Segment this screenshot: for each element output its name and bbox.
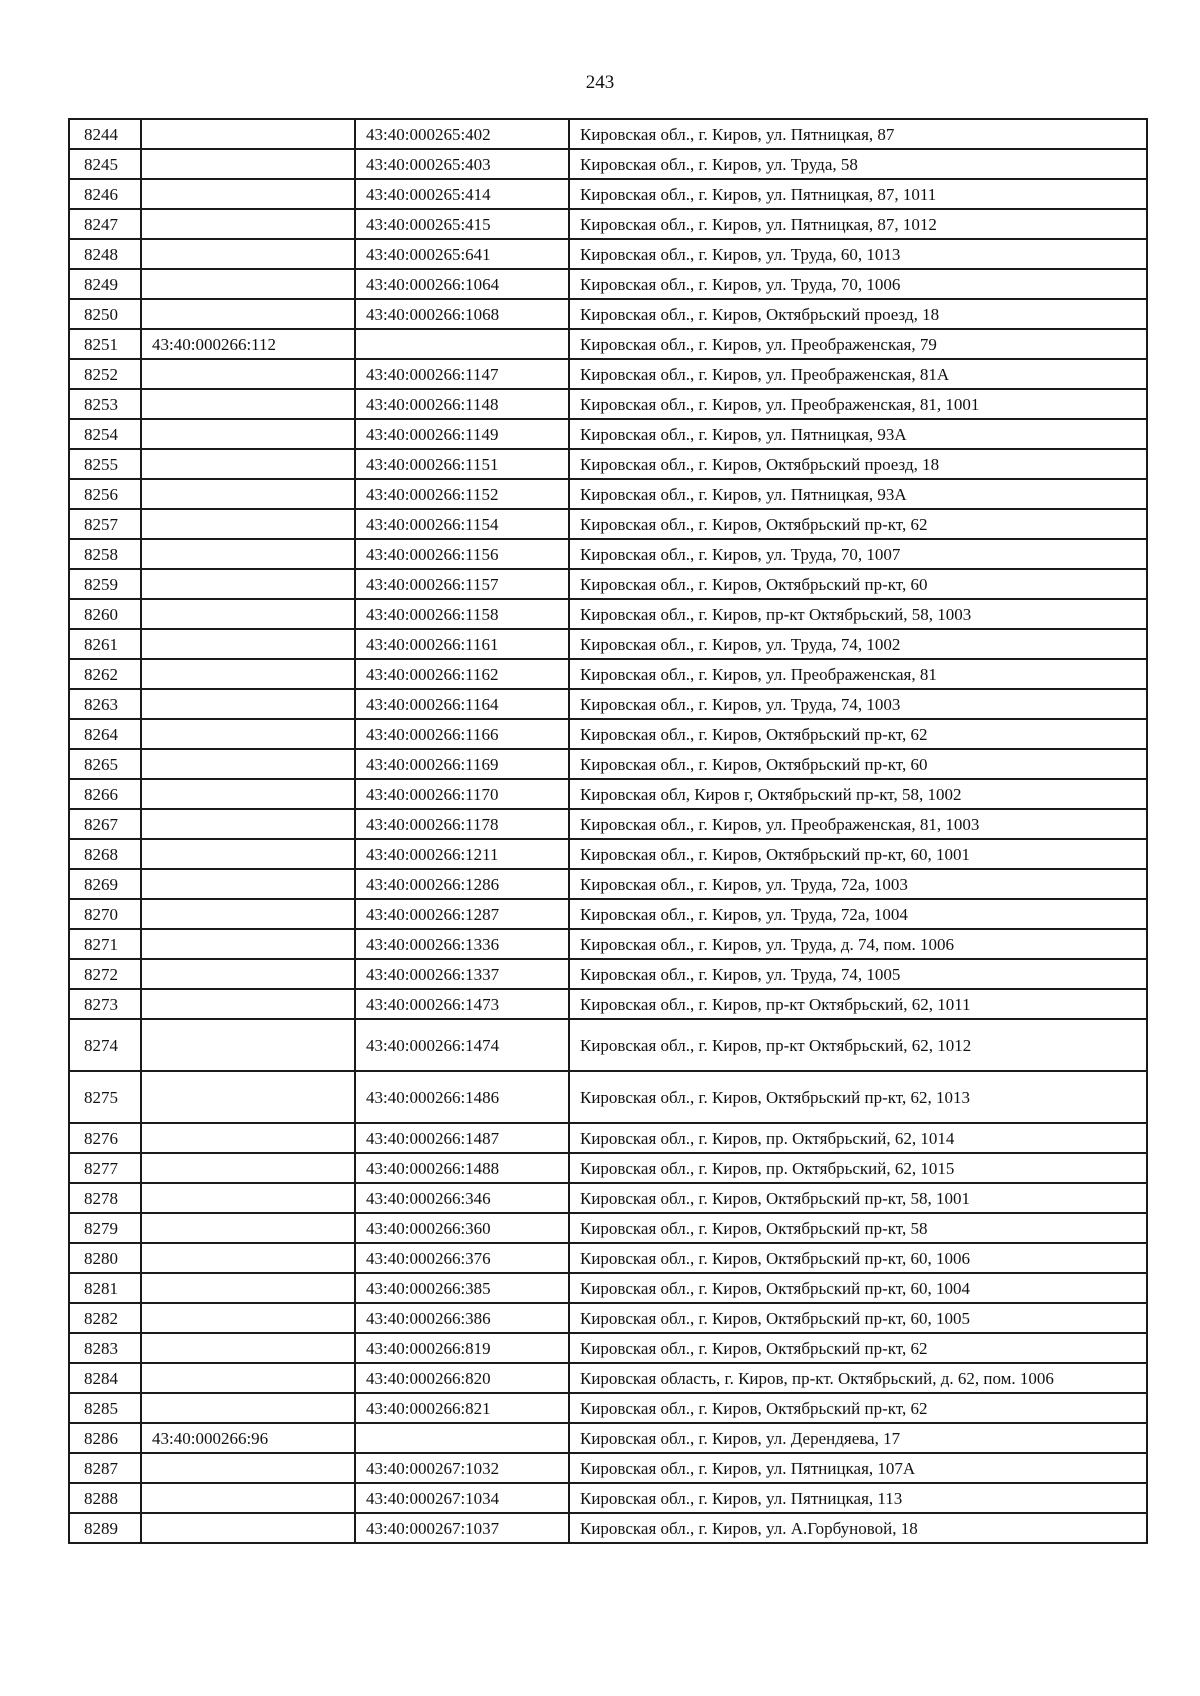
parcel-cadastral-cell: [141, 239, 355, 269]
table-row: [69, 1243, 1147, 1273]
object-cadastral-cell: 43:40:000266:1287: [355, 899, 569, 929]
table-row: [69, 629, 1147, 659]
row-number-cell: 8284: [69, 1363, 141, 1393]
table-row: [69, 599, 1147, 629]
table-row: [69, 179, 1147, 209]
address-cell: Кировская обл., г. Киров, Октябрьский пр-кт, 58: [569, 1213, 1147, 1243]
address-cell: Кировская обл., г. Киров, ул. Труда, 70, 1006: [569, 269, 1147, 299]
address-cell: Кировская обл., г. Киров, ул. Пятницкая, 87: [569, 119, 1147, 149]
table-row: [69, 1071, 1147, 1123]
address-cell: Кировская обл., г. Киров, пр-кт Октябрьский, 62, 1011: [569, 989, 1147, 1019]
object-cadastral-cell: 43:40:000266:1162: [355, 659, 569, 689]
row-number-cell: 8257: [69, 509, 141, 539]
address-cell: Кировская обл., г. Киров, ул. Труда, 60, 1013: [569, 239, 1147, 269]
table-row: [69, 269, 1147, 299]
registry-table: [68, 118, 1148, 1544]
row-number-cell: 8268: [69, 839, 141, 869]
address-cell: Кировская обл., г. Киров, ул. Пятницкая, 107А: [569, 1453, 1147, 1483]
address-cell: Кировская обл., г. Киров, Октябрьский пр-кт, 60: [569, 569, 1147, 599]
row-number-cell: 8275: [69, 1071, 141, 1123]
object-cadastral-cell: 43:40:000266:1151: [355, 449, 569, 479]
object-cadastral-cell: 43:40:000267:1037: [355, 1513, 569, 1543]
parcel-cadastral-cell: [141, 1363, 355, 1393]
table-row: [69, 419, 1147, 449]
row-number-cell: 8270: [69, 899, 141, 929]
parcel-cadastral-cell: [141, 509, 355, 539]
parcel-cadastral-cell: [141, 359, 355, 389]
table-row: [69, 569, 1147, 599]
table-row: [69, 509, 1147, 539]
table-row: [69, 959, 1147, 989]
object-cadastral-cell: 43:40:000266:1166: [355, 719, 569, 749]
address-cell: Кировская обл., г. Киров, ул. Дерендяева, 17: [569, 1423, 1147, 1453]
object-cadastral-cell: 43:40:000266:1336: [355, 929, 569, 959]
address-cell: Кировская обл., г. Киров, Октябрьский пр-кт, 60, 1006: [569, 1243, 1147, 1273]
address-cell: Кировская обл., г. Киров, ул. Труда, д. 74, пом. 1006: [569, 929, 1147, 959]
table-row: [69, 1273, 1147, 1303]
object-cadastral-cell: 43:40:000265:402: [355, 119, 569, 149]
address-cell: Кировская обл., г. Киров, Октябрьский проезд, 18: [569, 299, 1147, 329]
table-row: [69, 359, 1147, 389]
parcel-cadastral-cell: [141, 1453, 355, 1483]
parcel-cadastral-cell: [141, 659, 355, 689]
row-number-cell: 8258: [69, 539, 141, 569]
address-cell: Кировская обл., г. Киров, ул. Пятницкая, 93А: [569, 419, 1147, 449]
parcel-cadastral-cell: [141, 839, 355, 869]
object-cadastral-cell: 43:40:000266:1149: [355, 419, 569, 449]
row-number-cell: 8251: [69, 329, 141, 359]
address-cell: Кировская обл., г. Киров, Октябрьский проезд, 18: [569, 449, 1147, 479]
parcel-cadastral-cell: [141, 179, 355, 209]
row-number-cell: 8272: [69, 959, 141, 989]
page-number: 243: [585, 72, 615, 93]
parcel-cadastral-cell: [141, 119, 355, 149]
parcel-cadastral-cell: [141, 269, 355, 299]
address-cell: Кировская обл., г. Киров, ул. Преображенская, 81: [569, 659, 1147, 689]
address-cell: Кировская обл., г. Киров, Октябрьский пр-кт, 62, 1013: [569, 1071, 1147, 1123]
object-cadastral-cell: 43:40:000266:1178: [355, 809, 569, 839]
parcel-cadastral-cell: [141, 1183, 355, 1213]
row-number-cell: 8262: [69, 659, 141, 689]
row-number-cell: 8259: [69, 569, 141, 599]
address-cell: Кировская обл., г. Киров, ул. Преображенская, 81А: [569, 359, 1147, 389]
row-number-cell: 8286: [69, 1423, 141, 1453]
table-row: [69, 539, 1147, 569]
address-cell: Кировская обл., г. Киров, ул. Пятницкая, 87, 1011: [569, 179, 1147, 209]
table-row: [69, 1019, 1147, 1071]
parcel-cadastral-cell: [141, 989, 355, 1019]
row-number-cell: 8283: [69, 1333, 141, 1363]
table-row: [69, 449, 1147, 479]
table-row: [69, 149, 1147, 179]
address-cell: Кировская обл., г. Киров, ул. Труда, 70, 1007: [569, 539, 1147, 569]
parcel-cadastral-cell: [141, 1483, 355, 1513]
row-number-cell: 8252: [69, 359, 141, 389]
table-row: [69, 239, 1147, 269]
parcel-cadastral-cell: 43:40:000266:96: [141, 1423, 355, 1453]
address-cell: Кировская обл., г. Киров, ул. Труда, 74, 1003: [569, 689, 1147, 719]
table-row: [69, 659, 1147, 689]
row-number-cell: 8261: [69, 629, 141, 659]
address-cell: Кировская обл., г. Киров, пр. Октябрьский, 62, 1014: [569, 1123, 1147, 1153]
object-cadastral-cell: 43:40:000266:820: [355, 1363, 569, 1393]
parcel-cadastral-cell: [141, 689, 355, 719]
parcel-cadastral-cell: [141, 389, 355, 419]
table-row: [69, 1363, 1147, 1393]
parcel-cadastral-cell: [141, 539, 355, 569]
row-number-cell: 8253: [69, 389, 141, 419]
object-cadastral-cell: 43:40:000265:403: [355, 149, 569, 179]
address-cell: Кировская обл., г. Киров, ул. А.Горбуновой, 18: [569, 1513, 1147, 1543]
row-number-cell: 8271: [69, 929, 141, 959]
object-cadastral-cell: 43:40:000266:1154: [355, 509, 569, 539]
address-cell: Кировская обл., г. Киров, ул. Труда, 72а, 1003: [569, 869, 1147, 899]
object-cadastral-cell: 43:40:000266:1152: [355, 479, 569, 509]
parcel-cadastral-cell: [141, 1333, 355, 1363]
object-cadastral-cell: 43:40:000266:376: [355, 1243, 569, 1273]
address-cell: Кировская обл., г. Киров, ул. Пятницкая, 87, 1012: [569, 209, 1147, 239]
address-cell: Кировская обл., г. Киров, ул. Преображенская, 79: [569, 329, 1147, 359]
row-number-cell: 8263: [69, 689, 141, 719]
row-number-cell: 8255: [69, 449, 141, 479]
object-cadastral-cell: 43:40:000266:1473: [355, 989, 569, 1019]
table-row: [69, 1123, 1147, 1153]
parcel-cadastral-cell: [141, 1303, 355, 1333]
address-cell: Кировская обл., г. Киров, ул. Труда, 58: [569, 149, 1147, 179]
parcel-cadastral-cell: [141, 929, 355, 959]
row-number-cell: 8250: [69, 299, 141, 329]
object-cadastral-cell: 43:40:000266:1337: [355, 959, 569, 989]
object-cadastral-cell: [355, 329, 569, 359]
object-cadastral-cell: 43:40:000265:641: [355, 239, 569, 269]
row-number-cell: 8247: [69, 209, 141, 239]
parcel-cadastral-cell: [141, 479, 355, 509]
table-row: [69, 689, 1147, 719]
parcel-cadastral-cell: [141, 959, 355, 989]
row-number-cell: 8244: [69, 119, 141, 149]
address-cell: Кировская обл., г. Киров, Октябрьский пр-кт, 60, 1001: [569, 839, 1147, 869]
parcel-cadastral-cell: [141, 1123, 355, 1153]
parcel-cadastral-cell: [141, 1243, 355, 1273]
row-number-cell: 8267: [69, 809, 141, 839]
parcel-cadastral-cell: [141, 209, 355, 239]
object-cadastral-cell: 43:40:000266:1487: [355, 1123, 569, 1153]
row-number-cell: 8260: [69, 599, 141, 629]
object-cadastral-cell: 43:40:000266:1158: [355, 599, 569, 629]
object-cadastral-cell: 43:40:000266:1064: [355, 269, 569, 299]
table-row: [69, 119, 1147, 149]
address-cell: Кировская обл., г. Киров, пр-кт Октябрьский, 62, 1012: [569, 1019, 1147, 1071]
table-row: [69, 1183, 1147, 1213]
table-row: [69, 989, 1147, 1019]
row-number-cell: 8274: [69, 1019, 141, 1071]
table-row: [69, 899, 1147, 929]
parcel-cadastral-cell: [141, 719, 355, 749]
object-cadastral-cell: 43:40:000266:1169: [355, 749, 569, 779]
object-cadastral-cell: 43:40:000266:1170: [355, 779, 569, 809]
object-cadastral-cell: 43:40:000266:1486: [355, 1071, 569, 1123]
row-number-cell: 8245: [69, 149, 141, 179]
parcel-cadastral-cell: [141, 869, 355, 899]
row-number-cell: 8256: [69, 479, 141, 509]
address-cell: Кировская обл., г. Киров, Октябрьский пр-кт, 62: [569, 1333, 1147, 1363]
row-number-cell: 8278: [69, 1183, 141, 1213]
parcel-cadastral-cell: [141, 449, 355, 479]
table-row: [69, 929, 1147, 959]
parcel-cadastral-cell: [141, 749, 355, 779]
table-row: [69, 1303, 1147, 1333]
address-cell: Кировская обл., г. Киров, ул. Пятницкая, 93А: [569, 479, 1147, 509]
parcel-cadastral-cell: [141, 1213, 355, 1243]
object-cadastral-cell: 43:40:000266:1211: [355, 839, 569, 869]
row-number-cell: 8289: [69, 1513, 141, 1543]
table-row: [69, 1153, 1147, 1183]
address-cell: Кировская обл., г. Киров, ул. Труда, 74, 1005: [569, 959, 1147, 989]
object-cadastral-cell: 43:40:000266:1488: [355, 1153, 569, 1183]
address-cell: Кировская обл., г. Киров, ул. Труда, 74, 1002: [569, 629, 1147, 659]
parcel-cadastral-cell: [141, 1071, 355, 1123]
parcel-cadastral-cell: [141, 809, 355, 839]
parcel-cadastral-cell: 43:40:000266:112: [141, 329, 355, 359]
row-number-cell: 8254: [69, 419, 141, 449]
object-cadastral-cell: 43:40:000267:1034: [355, 1483, 569, 1513]
parcel-cadastral-cell: [141, 149, 355, 179]
row-number-cell: 8276: [69, 1123, 141, 1153]
object-cadastral-cell: 43:40:000266:1157: [355, 569, 569, 599]
address-cell: Кировская обл., г. Киров, Октябрьский пр-кт, 58, 1001: [569, 1183, 1147, 1213]
object-cadastral-cell: 43:40:000266:360: [355, 1213, 569, 1243]
object-cadastral-cell: 43:40:000266:1068: [355, 299, 569, 329]
table-row: [69, 839, 1147, 869]
table-row: [69, 1393, 1147, 1423]
parcel-cadastral-cell: [141, 1393, 355, 1423]
object-cadastral-cell: 43:40:000266:346: [355, 1183, 569, 1213]
address-cell: Кировская обл., г. Киров, пр-кт Октябрьский, 58, 1003: [569, 599, 1147, 629]
object-cadastral-cell: 43:40:000266:1286: [355, 869, 569, 899]
parcel-cadastral-cell: [141, 299, 355, 329]
parcel-cadastral-cell: [141, 599, 355, 629]
row-number-cell: 8249: [69, 269, 141, 299]
row-number-cell: 8285: [69, 1393, 141, 1423]
table-row: [69, 329, 1147, 359]
address-cell: Кировская обл., г. Киров, Октябрьский пр-кт, 62: [569, 509, 1147, 539]
address-cell: Кировская обл., г. Киров, пр. Октябрьский, 62, 1015: [569, 1153, 1147, 1183]
address-cell: Кировская обл., г. Киров, ул. Пятницкая, 113: [569, 1483, 1147, 1513]
row-number-cell: 8248: [69, 239, 141, 269]
row-number-cell: 8287: [69, 1453, 141, 1483]
table-row: [69, 1513, 1147, 1543]
table-row: [69, 779, 1147, 809]
table-row: [69, 719, 1147, 749]
table-row: [69, 1213, 1147, 1243]
row-number-cell: 8288: [69, 1483, 141, 1513]
object-cadastral-cell: [355, 1423, 569, 1453]
parcel-cadastral-cell: [141, 1513, 355, 1543]
row-number-cell: 8269: [69, 869, 141, 899]
object-cadastral-cell: 43:40:000266:1156: [355, 539, 569, 569]
row-number-cell: 8266: [69, 779, 141, 809]
table-row: [69, 1483, 1147, 1513]
row-number-cell: 8282: [69, 1303, 141, 1333]
table-row: [69, 749, 1147, 779]
table-row: [69, 389, 1147, 419]
registry-table-body: [69, 119, 1147, 1543]
parcel-cadastral-cell: [141, 779, 355, 809]
object-cadastral-cell: 43:40:000265:415: [355, 209, 569, 239]
object-cadastral-cell: 43:40:000266:1474: [355, 1019, 569, 1071]
object-cadastral-cell: 43:40:000266:819: [355, 1333, 569, 1363]
object-cadastral-cell: 43:40:000266:1164: [355, 689, 569, 719]
address-cell: Кировская обл., г. Киров, Октябрьский пр-кт, 60, 1004: [569, 1273, 1147, 1303]
parcel-cadastral-cell: [141, 569, 355, 599]
table-row: [69, 479, 1147, 509]
object-cadastral-cell: 43:40:000267:1032: [355, 1453, 569, 1483]
address-cell: Кировская обл, Киров г, Октябрьский пр-кт, 58, 1002: [569, 779, 1147, 809]
object-cadastral-cell: 43:40:000266:385: [355, 1273, 569, 1303]
table-row: [69, 1333, 1147, 1363]
parcel-cadastral-cell: [141, 419, 355, 449]
row-number-cell: 8246: [69, 179, 141, 209]
object-cadastral-cell: 43:40:000266:1161: [355, 629, 569, 659]
table-row: [69, 809, 1147, 839]
object-cadastral-cell: 43:40:000266:1148: [355, 389, 569, 419]
row-number-cell: 8264: [69, 719, 141, 749]
object-cadastral-cell: 43:40:000266:1147: [355, 359, 569, 389]
address-cell: Кировская обл., г. Киров, Октябрьский пр-кт, 60, 1005: [569, 1303, 1147, 1333]
object-cadastral-cell: 43:40:000265:414: [355, 179, 569, 209]
address-cell: Кировская обл., г. Киров, ул. Труда, 72а, 1004: [569, 899, 1147, 929]
table-row: [69, 209, 1147, 239]
address-cell: Кировская обл., г. Киров, ул. Преображенская, 81, 1001: [569, 389, 1147, 419]
address-cell: Кировская обл., г. Киров, ул. Преображенская, 81, 1003: [569, 809, 1147, 839]
row-number-cell: 8273: [69, 989, 141, 1019]
row-number-cell: 8280: [69, 1243, 141, 1273]
parcel-cadastral-cell: [141, 1273, 355, 1303]
row-number-cell: 8277: [69, 1153, 141, 1183]
row-number-cell: 8279: [69, 1213, 141, 1243]
parcel-cadastral-cell: [141, 1019, 355, 1071]
row-number-cell: 8265: [69, 749, 141, 779]
address-cell: Кировская обл., г. Киров, Октябрьский пр-кт, 62: [569, 719, 1147, 749]
object-cadastral-cell: 43:40:000266:821: [355, 1393, 569, 1423]
address-cell: Кировская область, г. Киров, пр-кт. Октябрьский, д. 62, пом. 1006: [569, 1363, 1147, 1393]
parcel-cadastral-cell: [141, 1153, 355, 1183]
address-cell: Кировская обл., г. Киров, Октябрьский пр-кт, 62: [569, 1393, 1147, 1423]
parcel-cadastral-cell: [141, 899, 355, 929]
address-cell: Кировская обл., г. Киров, Октябрьский пр-кт, 60: [569, 749, 1147, 779]
table-row: [69, 1453, 1147, 1483]
table-row: [69, 299, 1147, 329]
object-cadastral-cell: 43:40:000266:386: [355, 1303, 569, 1333]
table-row: [69, 869, 1147, 899]
row-number-cell: 8281: [69, 1273, 141, 1303]
table-row: [69, 1423, 1147, 1453]
parcel-cadastral-cell: [141, 629, 355, 659]
